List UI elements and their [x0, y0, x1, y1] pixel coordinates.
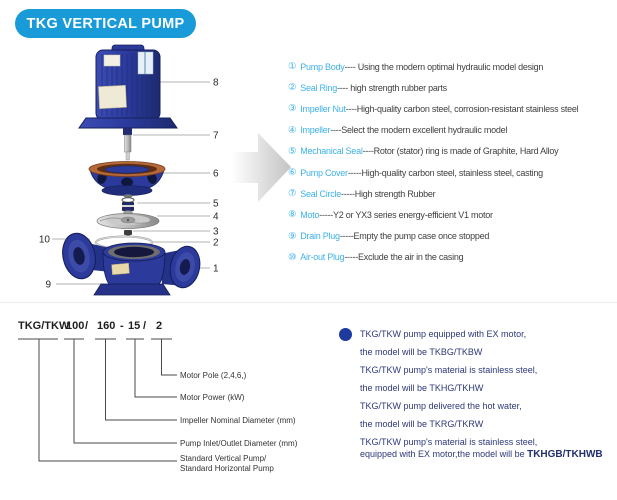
- callout-3: 3: [213, 226, 219, 238]
- item-number-badge: ⑧: [288, 209, 297, 221]
- part-description: ---- Using the modern optimal hydraulic model design: [344, 61, 544, 72]
- item-number-badge: ②: [288, 82, 297, 94]
- callout-5: 5: [213, 198, 219, 210]
- item-number-badge: ⑤: [288, 145, 297, 157]
- model-code-segment: /: [143, 320, 147, 332]
- parts-list-item: [288, 77, 617, 98]
- pump-exploded-diagram: [0, 40, 300, 310]
- note-line: the model will be TKHG/TKHW: [360, 383, 484, 393]
- model-code-segment: 2: [156, 320, 163, 332]
- model-code-segment: 100: [66, 320, 85, 332]
- item-number-badge: ⑨: [288, 230, 297, 242]
- item-number-badge: ⑦: [288, 188, 297, 200]
- item-number-badge: ④: [288, 124, 297, 136]
- part-description: -----Y2 or YX3 series energy-efficient V1 motor: [319, 209, 493, 220]
- transition-arrow-icon: [232, 133, 291, 202]
- model-code-label: Standard Horizontal Pump: [180, 464, 274, 473]
- page-title-banner: [15, 9, 196, 38]
- part-description: ----High-quality carbon steel, corrosion-resistant stainless steel: [345, 103, 579, 114]
- part-name: Air-out Plug: [300, 252, 345, 263]
- model-notes: [360, 329, 610, 467]
- part-description: ----Select the modern excellent hydraulic model: [330, 125, 508, 136]
- parts-list-item: [288, 247, 617, 268]
- part-description: -----High-quality carbon steel, stainless steel, casting: [347, 167, 543, 178]
- pump-cover-part: [89, 162, 165, 196]
- model-code-segment: /: [85, 320, 89, 332]
- callout-1: 1: [213, 263, 219, 275]
- parts-list-item: [288, 183, 617, 204]
- item-number-badge: ①: [288, 61, 297, 73]
- note-line: [360, 449, 610, 460]
- parts-list-item: [288, 120, 617, 141]
- parts-list: [288, 56, 617, 268]
- note-line: the model will be TKRG/TKRW: [360, 419, 484, 429]
- model-code-segment: 15: [128, 320, 141, 332]
- part-name: Seal Ring: [300, 82, 338, 93]
- item-number-badge: ⑥: [288, 167, 297, 179]
- part-name: Mechanical Seal: [300, 146, 363, 157]
- part-name: Drain Plug: [300, 231, 340, 242]
- part-name: Moto: [300, 209, 320, 220]
- part-description: -----High strength Rubber: [341, 188, 436, 199]
- note-model-strong: TKHGB/TKHWB: [527, 449, 603, 460]
- part-name: Impeller Nut: [300, 103, 346, 114]
- model-code-label: Pump Inlet/Outlet Diameter (mm): [180, 438, 298, 448]
- parts-list-item: [288, 226, 617, 247]
- callout-7: 7: [213, 130, 219, 142]
- part-name: Seal Circle: [300, 188, 342, 199]
- page-title: TKG VERTICAL PUMP: [26, 15, 185, 32]
- callout-6: 6: [213, 168, 219, 180]
- section-divider: [0, 302, 617, 303]
- part-description: -----Empty the pump case once stopped: [339, 231, 490, 242]
- note-line: TKG/TKW pump's material is stainless steel,: [360, 437, 538, 447]
- callout-8: 8: [213, 77, 219, 89]
- pump-body-part: [59, 230, 204, 295]
- callout-4: 4: [213, 211, 219, 223]
- impeller-part: [97, 212, 159, 229]
- model-code-label: Motor Pole (2,4,6,): [180, 371, 247, 380]
- part-name: Pump Cover: [300, 167, 348, 178]
- part-name: Pump Body: [300, 61, 345, 72]
- part-description: ---- high strength rubber parts: [337, 82, 447, 93]
- model-code-label: Motor Power (kW): [180, 393, 245, 402]
- parts-list-item: [288, 56, 617, 77]
- model-code-segment: 160: [97, 320, 116, 332]
- part-name: Impeller: [300, 125, 331, 136]
- callout-10: 10: [38, 234, 50, 246]
- mechanical-seal-part: [122, 194, 134, 214]
- motor-part: [79, 45, 177, 128]
- callout-2: 2: [213, 237, 219, 249]
- bullet-icon: [339, 328, 352, 341]
- note-line: TKG/TKW pump's material is stainless steel,: [360, 365, 538, 375]
- model-code-segment: TKG/TKW: [18, 320, 70, 332]
- model-code-leader-lines: [0, 310, 350, 485]
- note-line: TKG/TKW pump delivered the hot water,: [360, 401, 522, 411]
- item-number-badge: ③: [288, 103, 297, 115]
- item-number-badge: ⑩: [288, 251, 297, 263]
- model-code-label: Impeller Nominal Diameter (mm): [180, 416, 296, 425]
- shaft-part: [123, 128, 132, 160]
- parts-list-item: [288, 204, 617, 225]
- model-code-label: Standard Vertical Pump/: [180, 454, 267, 463]
- parts-list-item: [288, 98, 617, 119]
- note-line: TKG/TKW pump equipped with EX motor,: [360, 329, 527, 339]
- note-line-text: equipped with EX motor,the model will be: [360, 449, 528, 459]
- note-line: the model will be TKBG/TKBW: [360, 347, 483, 357]
- callout-9: 9: [45, 279, 51, 291]
- part-description: ----Rotor (stator) ring is made of Graphite, Hard Alloy: [362, 146, 559, 157]
- part-description: -----Exclude the air in the casing: [344, 252, 464, 263]
- parts-list-item: [288, 141, 617, 162]
- parts-list-item: [288, 162, 617, 183]
- model-code-segment: -: [120, 320, 124, 332]
